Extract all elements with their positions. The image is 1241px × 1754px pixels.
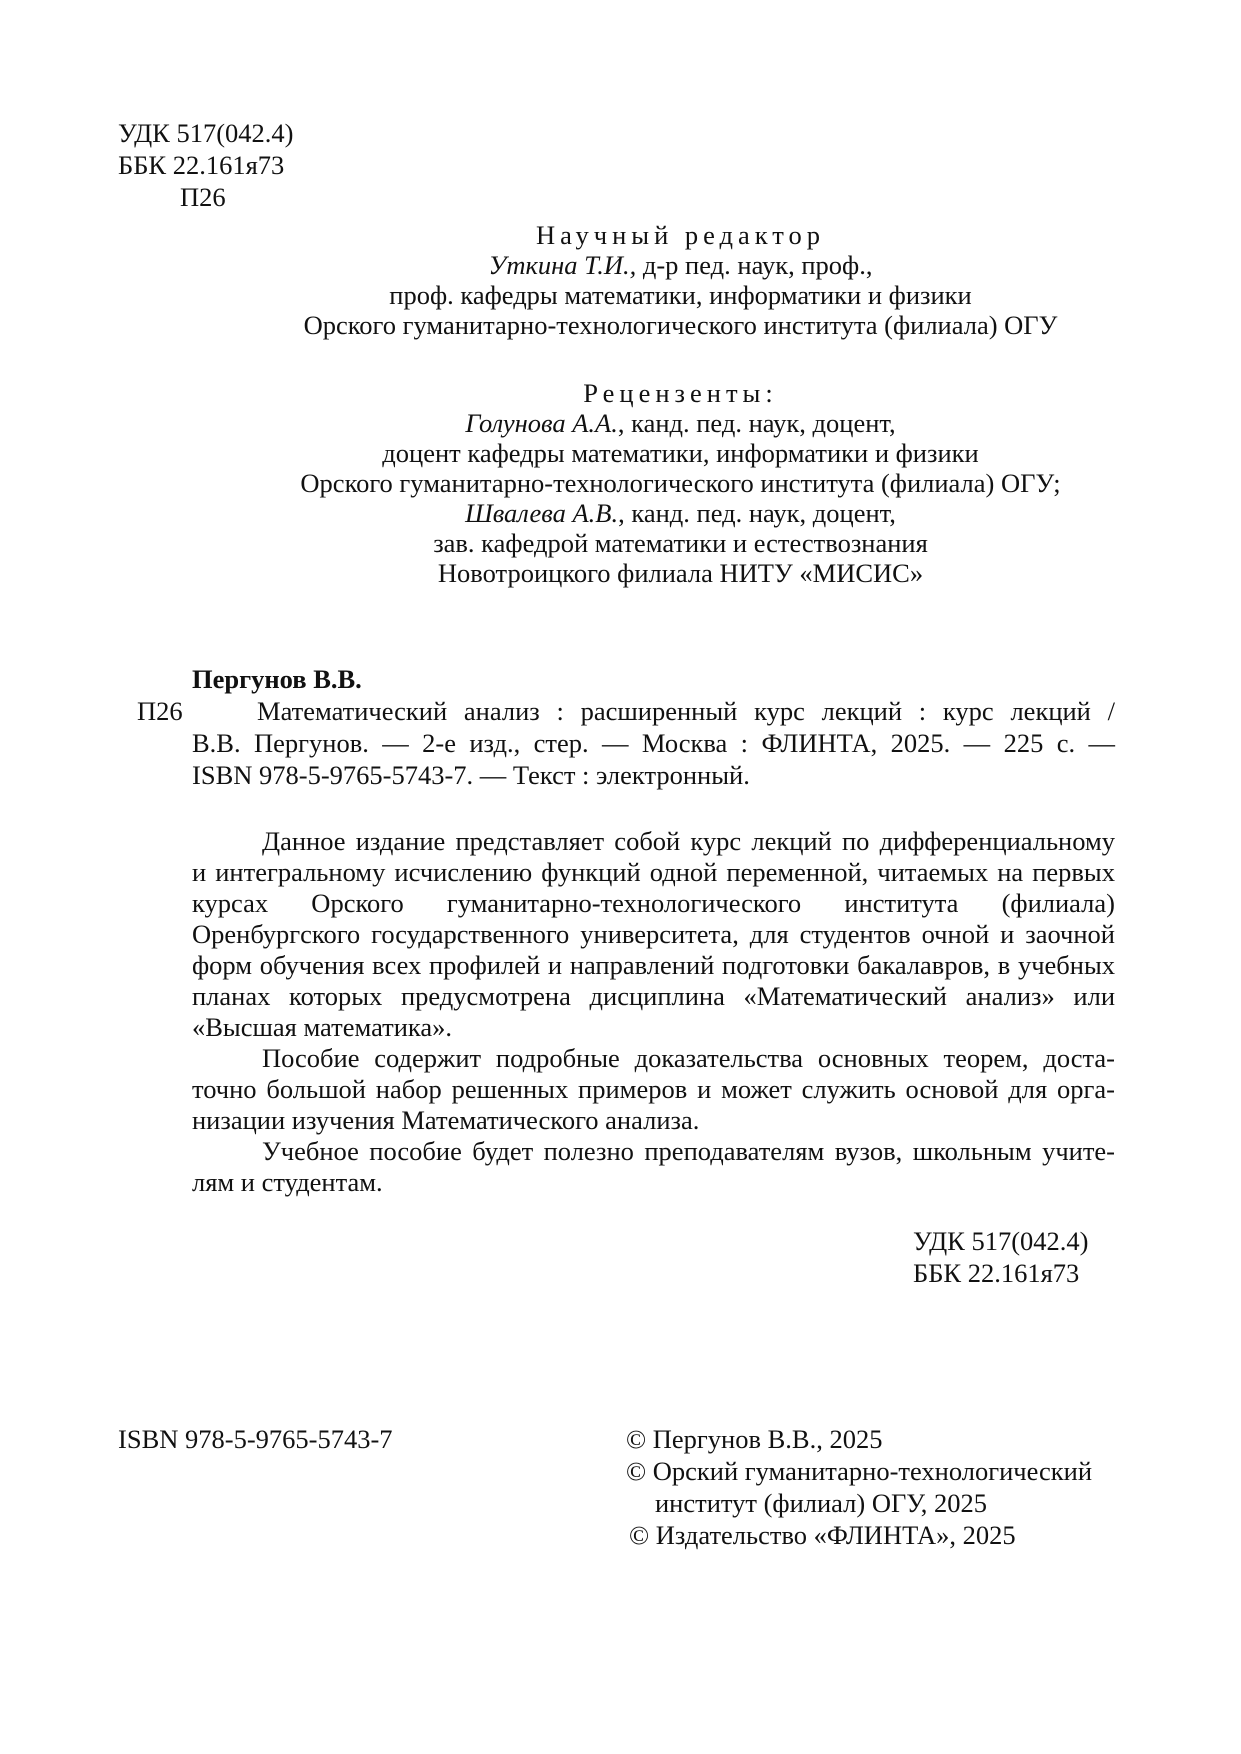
editor-degree: д-р пед. наук, проф., — [636, 250, 873, 280]
footer-isbn: ISBN 978-5-9765-5743-7 — [118, 1424, 393, 1454]
abstract-p1-line-4: Оренбургского государственного университета, для студентов очной и заочной — [192, 919, 1115, 949]
abstract-p1-line-6: планах которых предусмотрена дисциплина «Математический анализ» или — [192, 981, 1115, 1011]
editor-block — [60, 220, 1241, 340]
reviewer-2-line-2: зав. кафедрой математики и естествознания — [433, 528, 928, 558]
copyright-author: © Пергунов В.В., 2025 — [626, 1424, 883, 1454]
udk-bottom: УДК 517(042.4) — [913, 1226, 1089, 1256]
editor-line-3: Орского гуманитарно-технологического института (филиала) ОГУ — [303, 310, 1058, 340]
bib-line-1: Математический анализ : расширенный курс лекций : курс лекций / — [257, 696, 1115, 726]
editor-line-1 — [60, 250, 1241, 280]
editor-heading: Научный редактор — [535, 220, 826, 250]
reviewer-1-name: Голунова А.А. — [465, 408, 618, 438]
bib-mark: П26 — [137, 696, 183, 726]
abstract-p2-line-3: низации изучения Математического анализа. — [192, 1105, 700, 1135]
bbk-top: ББК 22.161я73 — [118, 150, 285, 180]
abstract-p1-line-2: и интегральному исчислению функций одной переменной, читаемых на первых — [192, 857, 1115, 887]
abstract-p2-line-1: Пособие содержит подробные доказательства основных теорем, доста- — [262, 1043, 1115, 1073]
bbk-bottom: ББК 22.161я73 — [913, 1258, 1080, 1288]
reviewer-1-line-2: доцент кафедры математики, информатики и физики — [382, 438, 979, 468]
reviewers-heading: Рецензенты: — [583, 378, 778, 408]
abstract-p2-line-2: точно большой набор решенных примеров и может служить основой для орга- — [192, 1074, 1115, 1104]
copyright-institute-line-2: институт (филиал) ОГУ, 2025 — [655, 1488, 987, 1518]
editor-line-2: проф. кафедры математики, информатики и физики — [389, 280, 972, 310]
abstract-p1-line-1: Данное издание представляет собой курс лекций по дифференциальному — [262, 826, 1115, 856]
reviewer-2-degree: , канд. пед. наук, доцент, — [618, 498, 896, 528]
bib-author: Пергунов В.В. — [192, 664, 362, 694]
abstract-p1-line-5: форм обучения всех профилей и направлений подготовки бакалавров, в учебных — [192, 950, 1115, 980]
bib-line-2: В.В. Пергунов. — 2-е изд., стер. — Москва : ФЛИНТА, 2025. — 225 с. — — [192, 728, 1115, 758]
reviewer-1-line-1 — [60, 408, 1241, 438]
bib-line-3: ISBN 978-5-9765-5743-7. — Текст : электронный. — [192, 760, 750, 790]
abstract-p3-line-2: лям и студентам. — [192, 1167, 383, 1197]
abstract-p1-line-3: курсах Орского гуманитарно-технологического института (филиала) — [192, 888, 1115, 918]
editor-name: Уткина Т.И., — [488, 250, 637, 280]
author-mark-top: П26 — [180, 182, 226, 212]
reviewer-2-line-3: Новотроицкого филиала НИТУ «МИСИС» — [437, 558, 924, 588]
abstract-p3-line-1: Учебное пособие будет полезно преподавателям вузов, школьным учите- — [262, 1136, 1115, 1166]
reviewer-2-line-1 — [60, 498, 1241, 528]
reviewer-1-line-3: Орского гуманитарно-технологического института (филиала) ОГУ; — [300, 468, 1061, 498]
copyright-institute-line-1: © Орский гуманитарно-технологический — [626, 1456, 1093, 1486]
reviewer-2-name: Швалева А.В. — [465, 498, 619, 528]
abstract-p1-line-7: «Высшая математика». — [192, 1012, 453, 1042]
udk-top: УДК 517(042.4) — [118, 118, 294, 148]
copyright-publisher: © Издательство «ФЛИНТА», 2025 — [629, 1520, 1016, 1550]
reviewers-block — [60, 378, 1241, 588]
reviewer-1-degree: , канд. пед. наук, доцент, — [617, 408, 896, 438]
